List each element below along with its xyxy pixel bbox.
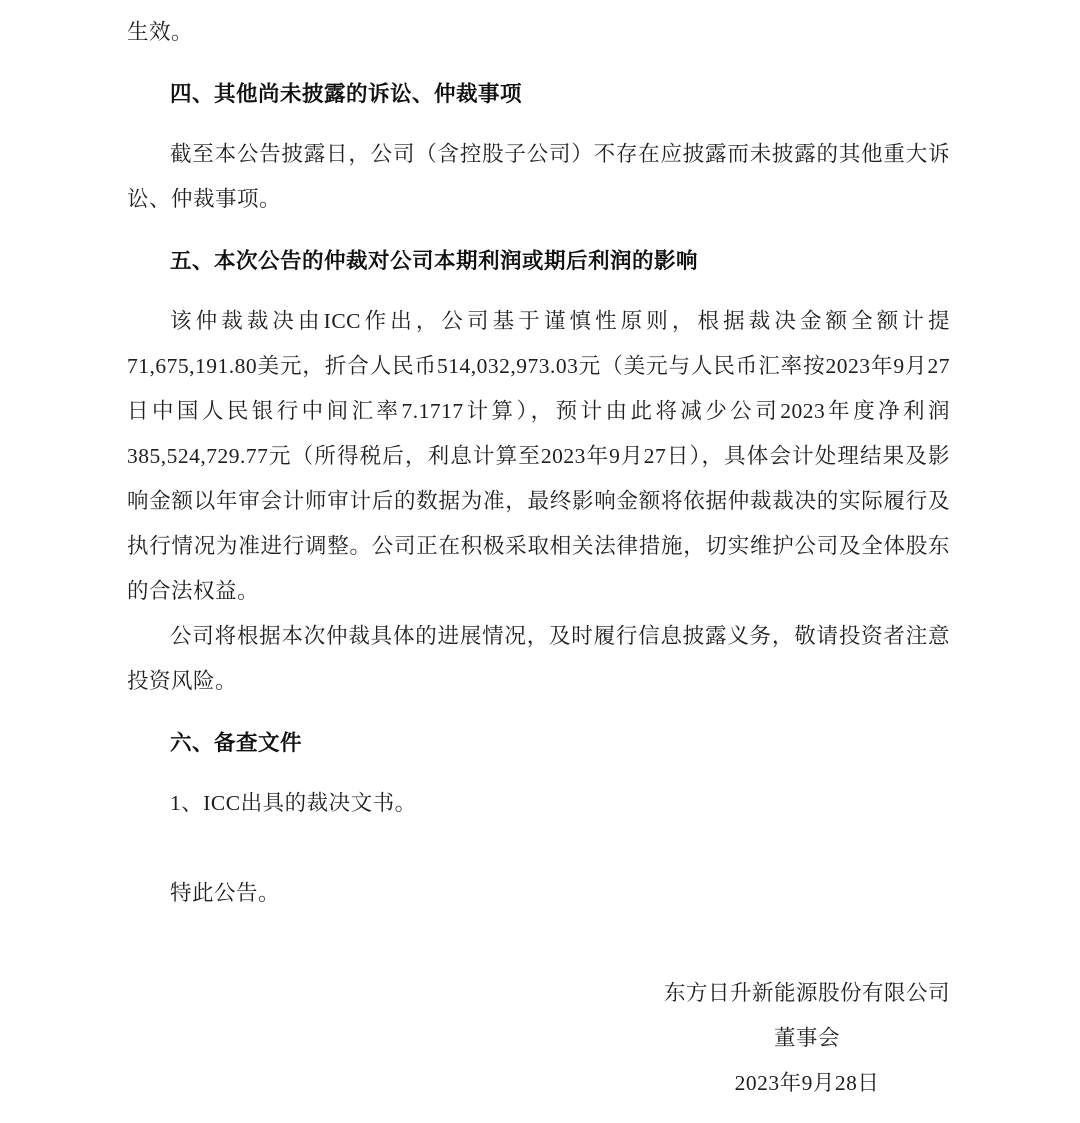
paragraph-profit-impact-details: 该仲裁裁决由ICC作出，公司基于谨慎性原则，根据裁决金额全额计提71,675,191.80美元，折合人民币514,032,973.03元（美元与人民币汇率按2023年9月27日中国人民银行中间汇率7.1717计算），预计由此将减少公司2023年度净利润385,524,729.77元（所得税后，利息计算至2023年9月27日），具体会计处理结果及影响金额以年审会计师审计后的数据为准，最终影响金额将依据仲裁裁决的实际履行及执行情况为准进行调整。公司正在积极采取相关法律措施，切实维护公司及全体股东的合法权益。 bbox=[127, 309, 950, 603]
paragraph-investor-risk-notice: 公司将根据本次仲裁具体的进展情况，及时履行信息披露义务，敬请投资者注意投资风险。 bbox=[127, 624, 950, 693]
closing-statement: 特此公告。 bbox=[170, 881, 281, 905]
signature-board-of-directors: 董事会 bbox=[773, 1026, 840, 1050]
section-heading-profit-impact: 五、本次公告的仲裁对公司本期利润或期后利润的影响 bbox=[170, 249, 699, 273]
section-heading-other-undisclosed-litigation: 四、其他尚未披露的诉讼、仲裁事项 bbox=[170, 82, 523, 106]
section-heading-reference-documents: 六、备查文件 bbox=[170, 731, 303, 755]
signature-company-name: 东方日升新能源股份有限公司 bbox=[663, 981, 950, 1005]
paragraph-reference-document-item: 1、ICC出具的裁决文书。 bbox=[170, 791, 417, 815]
signature-date: 2023年9月28日 bbox=[734, 1071, 880, 1095]
paragraph-other-undisclosed-litigation: 截至本公告披露日，公司（含控股子公司）不存在应披露而未披露的其他重大诉讼、仲裁事项。 bbox=[127, 142, 950, 211]
signature-block bbox=[664, 971, 950, 1106]
paragraph-continuation: 生效。 bbox=[127, 20, 194, 44]
